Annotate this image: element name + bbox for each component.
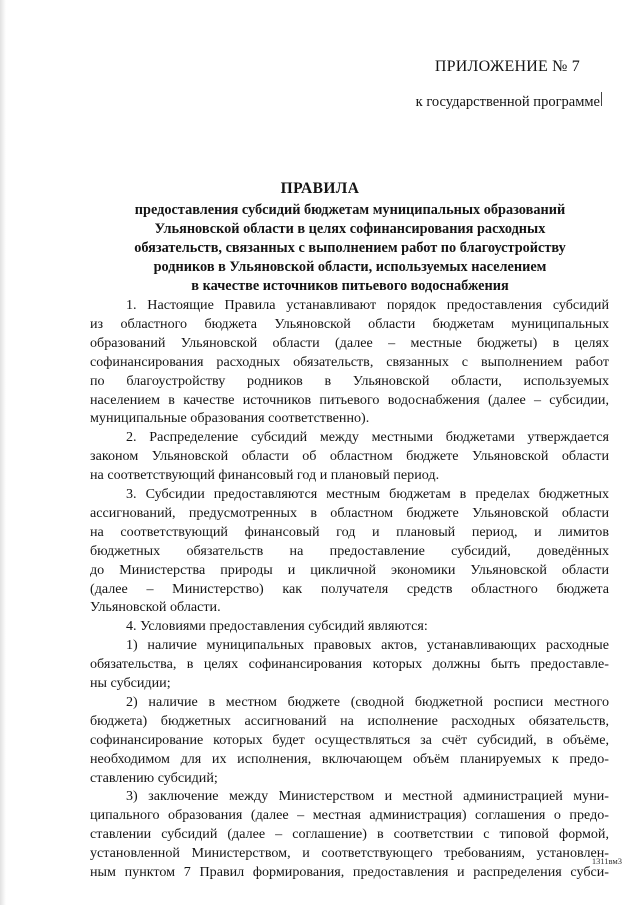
body-line: 1) наличие муниципальных правовых актов, устанавливающих расходные: [126, 637, 609, 654]
body-line: бюджетных обязательств на предоставление субсидий, доведённых: [90, 542, 609, 559]
body-line: образований Ульяновской области (далее – местные бюджеты) в целях: [90, 334, 609, 351]
page-code: 1311вм3: [591, 856, 622, 866]
body-line: софинансирования расходных обязательств, связанных с выполнением работ: [90, 353, 609, 370]
body-line: 1. Настоящие Правила устанавливают порядок предоставления субсидий: [126, 297, 609, 313]
body-line: населением в качестве источников питьевого водоснабжения (далее – субсидии,: [90, 391, 609, 408]
body-line: необходимом для их исполнения, включающем объём планируемых к предо-: [90, 750, 609, 767]
body-line: на соответствующий финансовый год и плановый период.: [90, 467, 440, 484]
body-line: ципального образования (далее – местная администрация) соглашения о предо-: [90, 807, 609, 824]
appendix-subtitle: к государственной программе: [415, 94, 600, 110]
body-line: из областного бюджета Ульяновской области бюджетам муниципальных: [90, 315, 609, 332]
body-line: 3) заключение между Министерством и местной администрацией муни-: [126, 788, 609, 805]
subtitle-line: родников в Ульяновской области, используемых населением: [153, 259, 547, 275]
subtitle-line: в качестве источников питьевого водоснабжения: [191, 278, 509, 294]
subtitle-line: обязательств, связанных с выполнением работ по благоустройству: [134, 240, 566, 256]
body-line: установленной Министерством, и соответствующего требованиям, установлен-: [90, 845, 609, 862]
body-line: по благоустройству родников в Ульяновской области, используемых: [90, 372, 609, 389]
body-line: 2) наличие в местном бюджете (сводной бюджетной росписи местного: [126, 693, 609, 710]
body-line: на соответствующий финансовый год и плановый период, и лимитов: [90, 523, 609, 540]
document-title: ПРАВИЛА: [280, 180, 360, 197]
body-line: ставлению субсидий;: [90, 769, 218, 786]
body-line: (далее – Министерство) как получателя средств областного бюджета: [90, 580, 609, 597]
subtitle-line: предоставления субсидий бюджетам муниципальных образований: [134, 202, 566, 218]
body-line: 4. Условиями предоставления субсидий являются:: [126, 618, 428, 635]
scan-edge: [0, 0, 6, 905]
body-line: ставлении субсидий (далее – соглашение) в соответствии с типовой формой,: [90, 826, 609, 843]
body-line: законом Ульяновской области об областном бюджете Ульяновской области: [90, 448, 609, 465]
body-line: муниципальные образования соответственно).: [90, 410, 370, 427]
body-line: Ульяновской области.: [90, 599, 221, 616]
body-line: бюджета) бюджетных ассигнований на исполнение расходных обязательств,: [90, 712, 609, 729]
body-line: обязательства, в целях софинансирования которых должны быть предоставле-: [90, 656, 609, 673]
body-line: ным пунктом 7 Правил формирования, предоставления и распределения субси-: [90, 864, 609, 880]
body-line: ны субсидии;: [90, 675, 171, 691]
body-line: до Министерства природы и цикличной экономики Ульяновской области: [90, 561, 609, 578]
subtitle-line: Ульяновской области в целях софинансирования расходных: [154, 221, 546, 237]
body-line: 2. Распределение субсидий между местными бюджетами утверждается: [126, 429, 609, 446]
document-subtitle: [100, 201, 600, 296]
appendix-title: ПРИЛОЖЕНИЕ № 7: [434, 58, 580, 75]
margin-tick-mark: [601, 92, 602, 106]
body-line: софинансирование которых будет осуществляться за счёт субсидий, в объёме,: [90, 731, 609, 748]
body-line: ассигнований, предусмотренных в областном бюджете Ульяновской области: [90, 504, 609, 521]
body-line: 3. Субсидии предоставляются местным бюджетам в пределах бюджетных: [126, 486, 609, 502]
